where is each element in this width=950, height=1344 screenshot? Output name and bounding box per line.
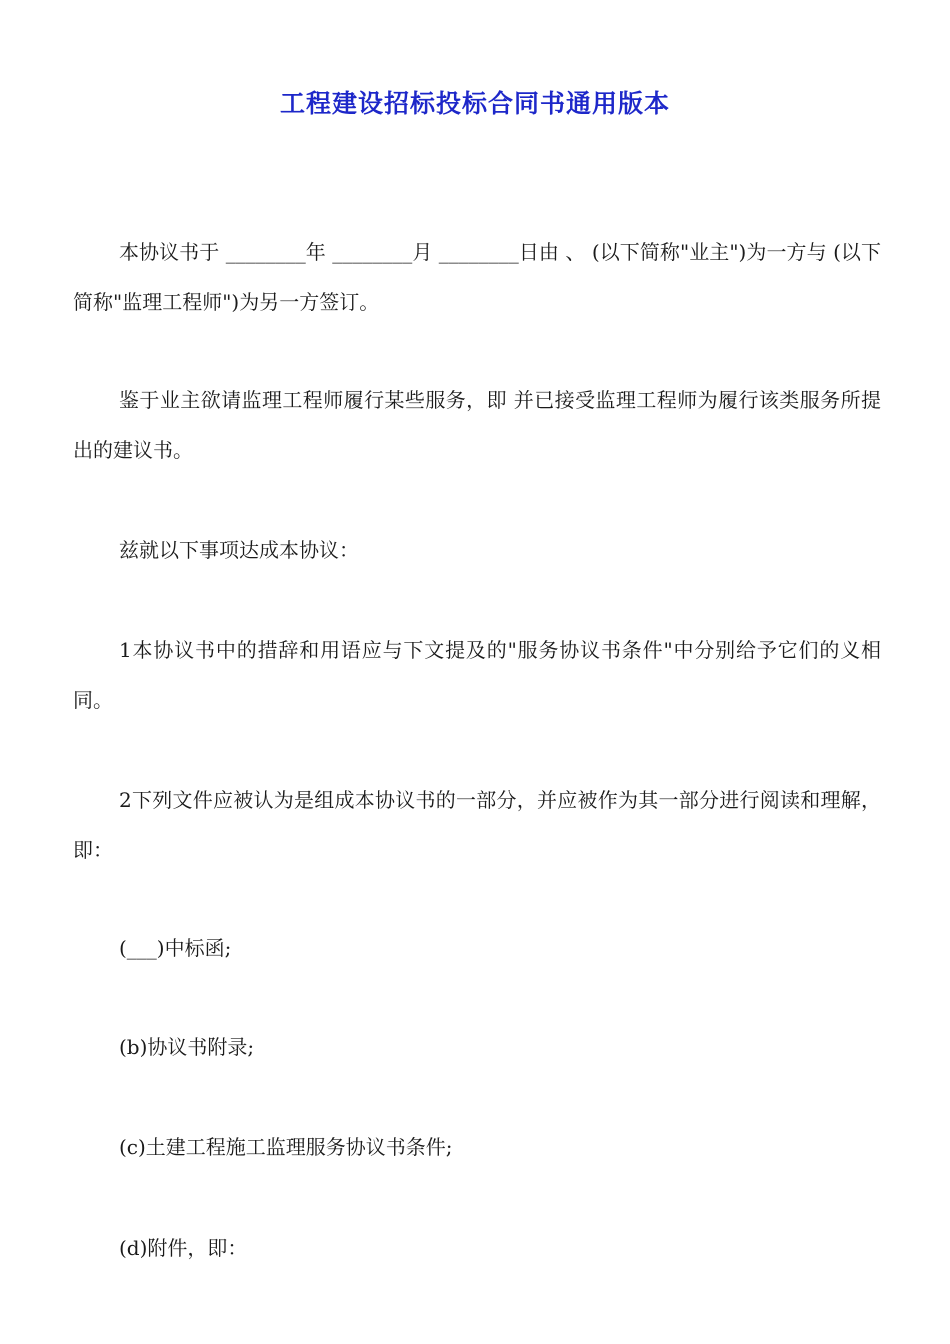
paragraph-whereas: 鉴于业主欲请监理工程师履行某些服务，即 并已接受监理工程师为履行该类服务所提出的建议书。 xyxy=(73,388,881,462)
list-item-attachments: (d)附件，即： xyxy=(119,1236,248,1260)
list-item-appendix: (b)协议书附录; xyxy=(119,1035,255,1059)
paragraph-agreed-matters: 兹就以下事项达成本协议： xyxy=(119,538,359,562)
paragraph-clause-1: 1本协议书中的措辞和用语应与下文提及的"服务协议书条件"中分别给予它们的义相同。 xyxy=(73,638,881,712)
paragraph-agreement-date: 本协议书于 ________年 ________月 ________日由 、 (以下简称"业主")为一方与 (以下简称"监理工程师")为另一方签订。 xyxy=(73,240,881,314)
list-item-conditions: (c)土建工程施工监理服务协议书条件; xyxy=(119,1135,453,1159)
document-title: 工程建设招标投标合同书通用版本 xyxy=(279,89,670,118)
list-item-award-letter: (___)中标函; xyxy=(119,936,232,960)
paragraph-clause-2: 2下列文件应被认为是组成本协议书的一部分，并应被作为其一部分进行阅读和理解，即： xyxy=(73,788,881,862)
